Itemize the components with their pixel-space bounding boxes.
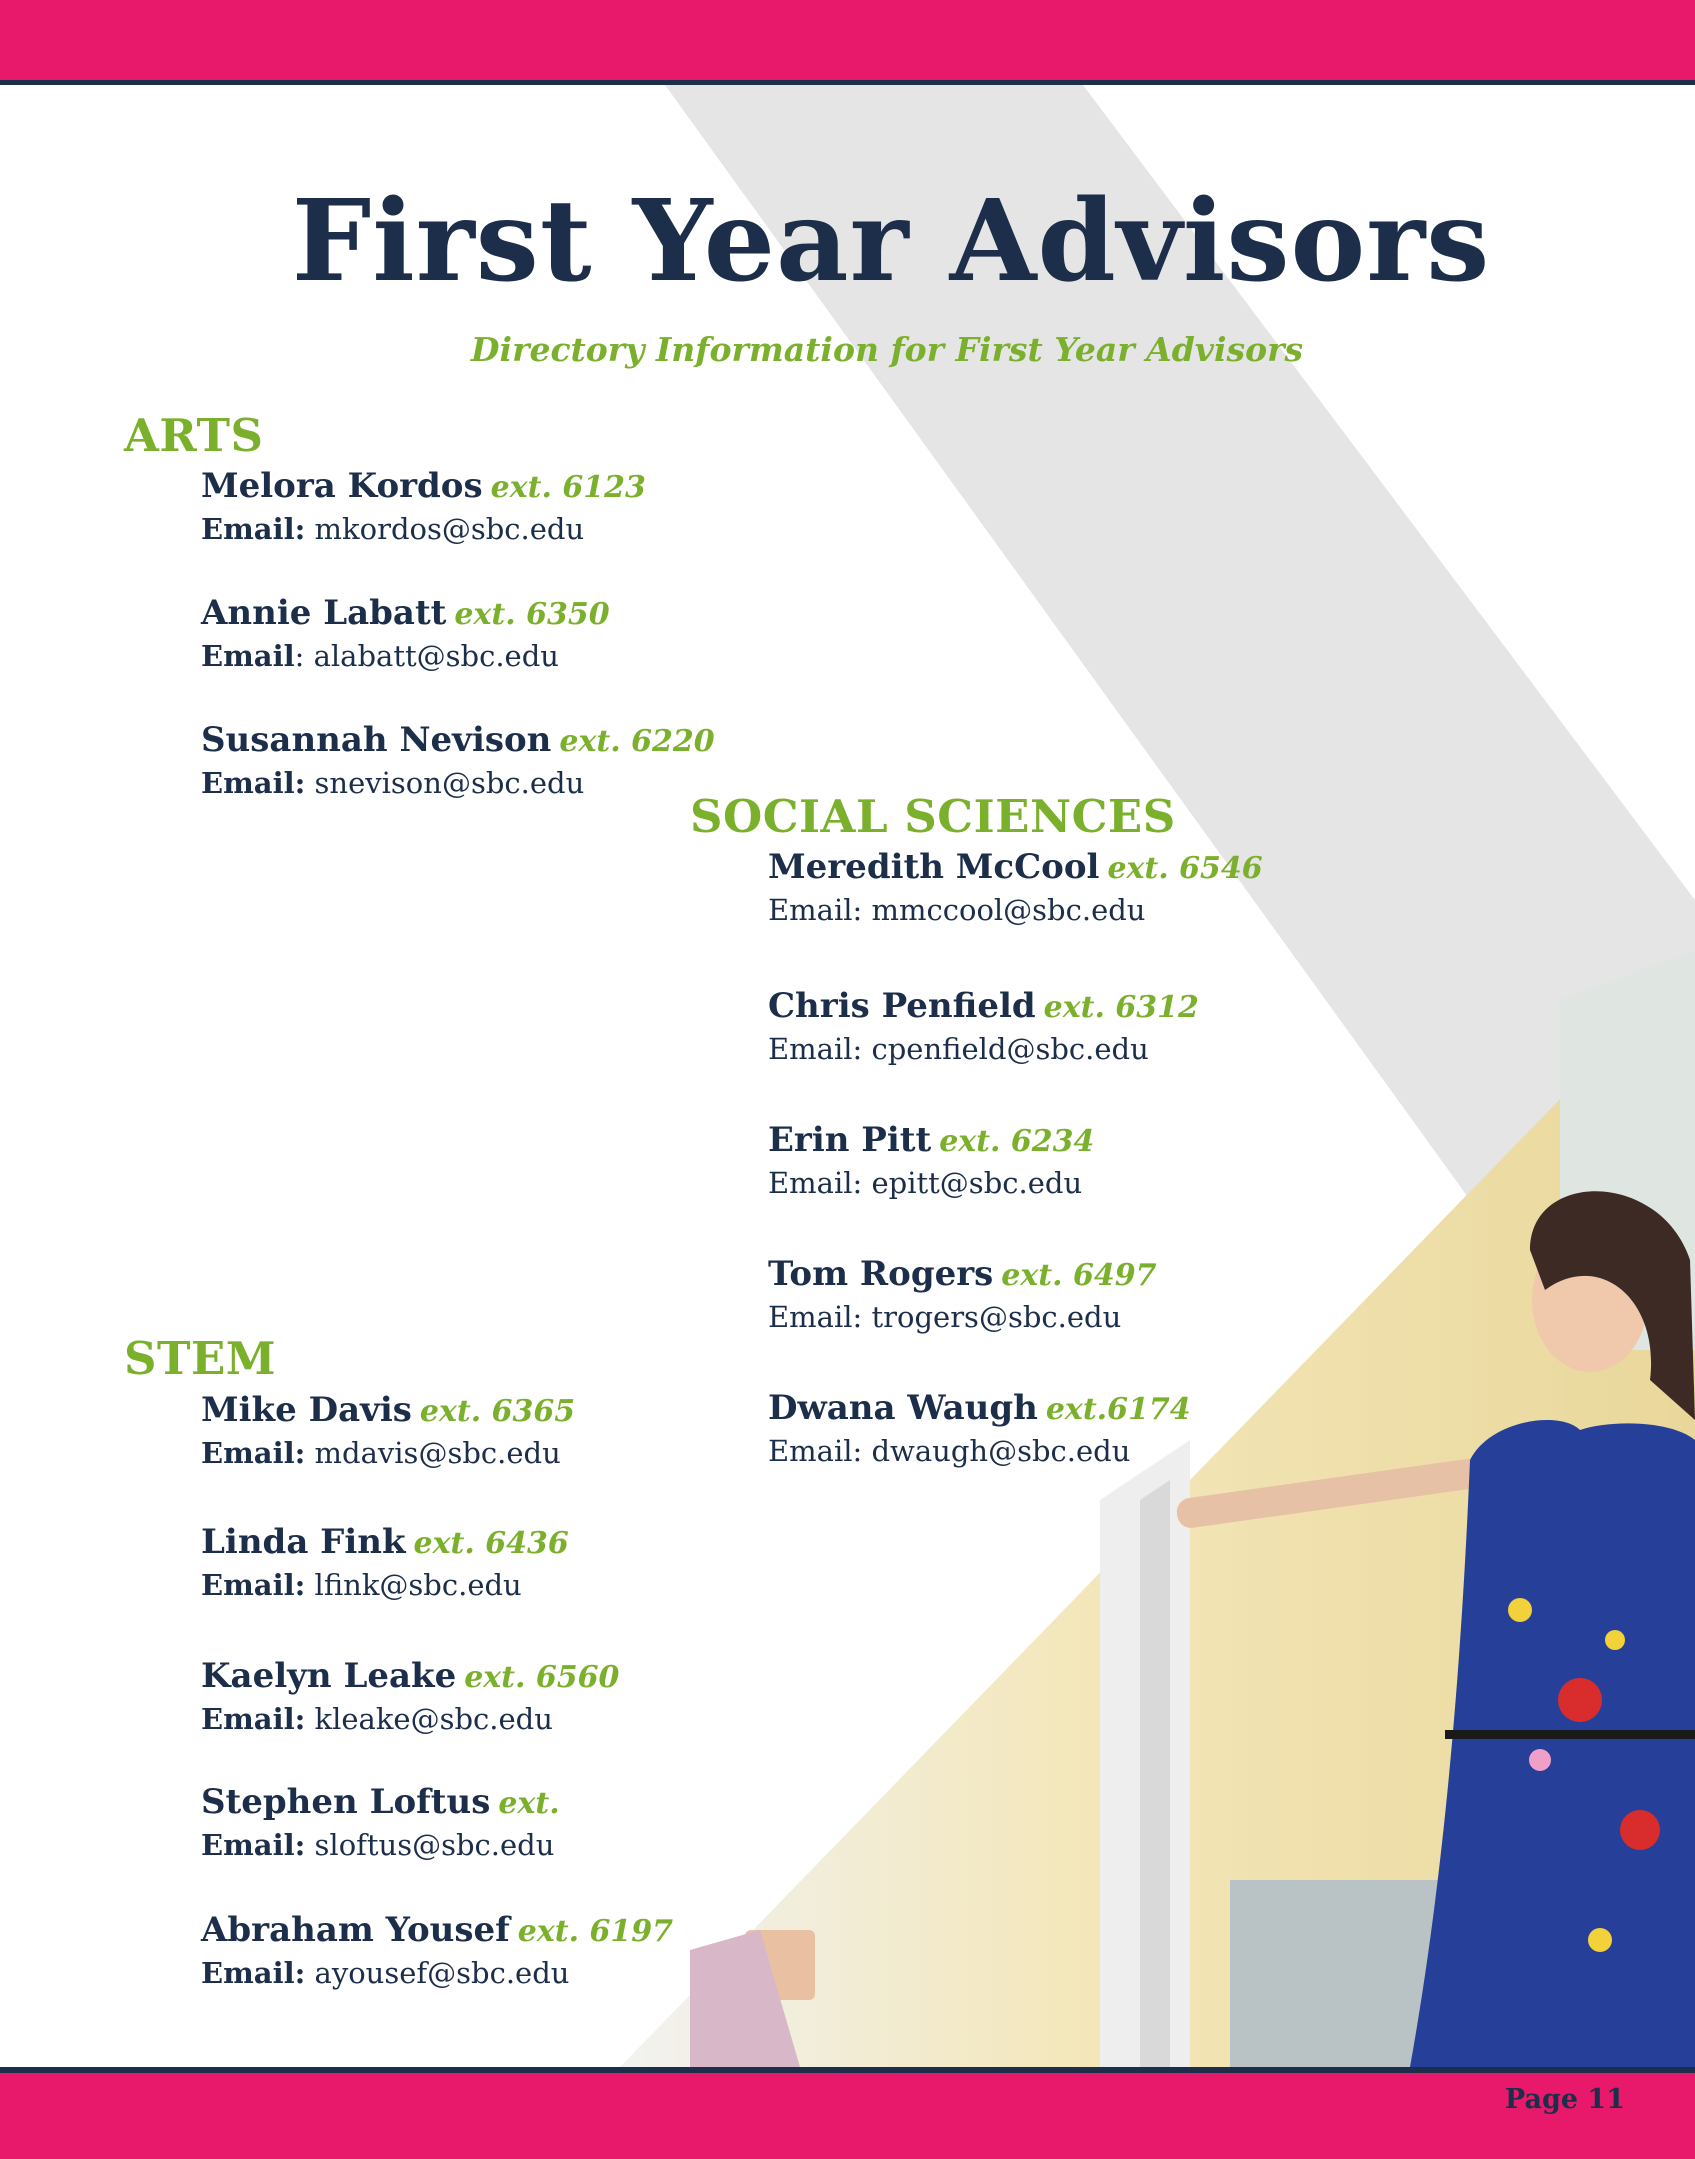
advisor-entry [201, 1909, 901, 1993]
section-heading-arts: ARTS [124, 409, 264, 462]
advisor-email[interactable]: snevison@sbc.edu [305, 766, 585, 800]
advisor-name: Tom Rogers [768, 1254, 994, 1294]
advisor-name: Dwana Waugh [768, 1388, 1038, 1428]
advisor-name: Meredith McCool [768, 847, 1100, 887]
advisor-name: Linda Fink [201, 1522, 406, 1562]
section-heading-stem: STEM [124, 1332, 277, 1385]
advisor-entry [201, 1655, 901, 1739]
advisor-name: Kaelyn Leake [201, 1656, 457, 1696]
advisor-ext: ext. 6220 [559, 724, 715, 759]
advisor-entry [768, 1119, 1468, 1203]
advisor-ext: ext. 6234 [939, 1124, 1095, 1159]
advisor-email[interactable]: Email: epitt@sbc.edu [768, 1166, 1083, 1200]
advisor-entry [201, 1389, 901, 1473]
email-label: Email: [201, 1436, 306, 1470]
advisor-entry [201, 1781, 901, 1865]
advisor-ext: ext. 6546 [1107, 851, 1263, 886]
advisor-email[interactable]: mkordos@sbc.edu [305, 512, 585, 546]
advisor-name: Chris Penfield [768, 986, 1036, 1026]
advisor-email[interactable]: Email: trogers@sbc.edu [768, 1300, 1122, 1334]
advisor-email[interactable]: sloftus@sbc.edu [305, 1828, 555, 1862]
advisor-email[interactable]: Email: mmccool@sbc.edu [768, 893, 1146, 927]
advisor-name: Melora Kordos [201, 466, 483, 506]
advisor-ext: ext. 6350 [454, 597, 610, 632]
advisor-ext: ext. [498, 1786, 560, 1821]
advisor-name: Susannah Nevison [201, 720, 552, 760]
email-label: Email: [201, 512, 306, 546]
page-subtitle: Directory Information for First Year Advisors [470, 330, 1304, 369]
footer-band [0, 2073, 1695, 2159]
advisor-name: Annie Labatt [201, 593, 447, 633]
advisor-name: Erin Pitt [768, 1120, 932, 1160]
advisor-email[interactable]: kleake@sbc.edu [305, 1702, 553, 1736]
advisor-entry [768, 985, 1468, 1069]
advisor-ext: ext. 6312 [1043, 990, 1199, 1025]
page-title: First Year Advisors [291, 176, 1491, 307]
advisor-ext: ext. 6365 [419, 1394, 576, 1429]
advisor-entry [201, 592, 901, 676]
email-label: Email: [201, 1702, 306, 1736]
advisor-name: Abraham Yousef [201, 1910, 510, 1950]
advisor-email[interactable]: : alabatt@sbc.edu [294, 639, 559, 673]
advisor-email[interactable]: mdavis@sbc.edu [305, 1436, 561, 1470]
page-number: Page 11 [1504, 2084, 1625, 2115]
email-label: Email: [201, 1956, 306, 1990]
advisor-entry [201, 465, 901, 549]
advisor-ext: ext. 6123 [490, 470, 646, 505]
advisor-ext: ext. 6497 [1001, 1258, 1157, 1293]
email-label: Email: [201, 1568, 306, 1602]
advisor-entry [201, 1521, 901, 1605]
advisor-email[interactable]: lfink@sbc.edu [305, 1568, 522, 1602]
advisor-ext: ext.6174 [1045, 1392, 1191, 1427]
advisor-entry [768, 1253, 1468, 1337]
advisor-ext: ext. 6197 [517, 1914, 673, 1949]
email-label: Email: [201, 1828, 306, 1862]
advisor-ext: ext. 6436 [413, 1526, 569, 1561]
advisor-ext: ext. 6560 [464, 1660, 620, 1695]
email-label: Email [201, 639, 295, 673]
advisor-name: Mike Davis [201, 1390, 412, 1430]
header-rule [0, 80, 1695, 85]
advisor-email[interactable]: ayousef@sbc.edu [305, 1956, 570, 1990]
advisor-email[interactable]: Email: cpenfield@sbc.edu [768, 1032, 1149, 1066]
advisor-entry [768, 846, 1468, 930]
section-heading-social-sciences: SOCIAL SCIENCES [690, 790, 1176, 843]
advisor-name: Stephen Loftus [201, 1782, 491, 1822]
header-band [0, 0, 1695, 80]
email-label: Email: [201, 766, 306, 800]
advisor-email[interactable]: Email: dwaugh@sbc.edu [768, 1434, 1131, 1468]
